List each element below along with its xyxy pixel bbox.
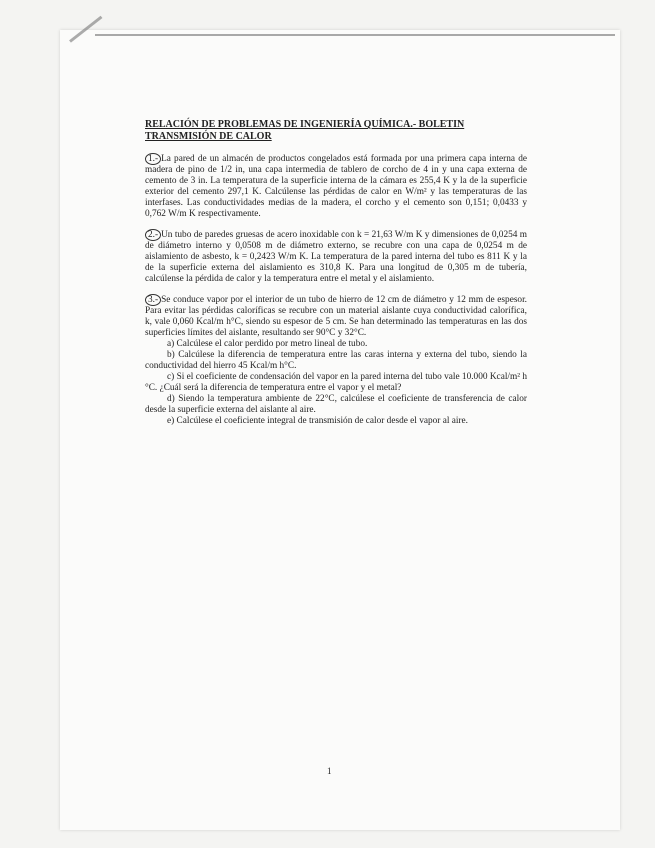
problem-3: [145, 294, 527, 427]
problem-text: La pared de un almacén de productos congelados está formada por una primera capa interna de madera de pino de 1/2 in, una capa intermedia de tablero de corcho de 4 in y una capa externa de cemento de 3 in. La temperatura de la superficie interna de la cámara es 255,4 K y la de la superficie exterior del cemento 297,1 K. Calcúlense las pérdidas de calor en W/m² y las temperaturas de las interfases. Las conductividades medias de la madera, el corcho y el cemento son 0,151; 0,0433 y 0,762 W/m K respectivamente.: [145, 154, 527, 219]
problem-number: 2.-: [145, 229, 161, 241]
page-number: 1: [327, 766, 332, 776]
problem-part: b) Calcúlese la diferencia de temperatura entre las caras interna y externa del tubo, siendo la conductividad del hierro 45 Kcal/m h°C.: [145, 350, 527, 371]
problem-number: 3.-: [145, 294, 161, 306]
document-body: [145, 119, 527, 427]
problem-part: d) Siendo la temperatura ambiente de 22°C, calcúlese el coeficiente de transferencia de calor desde la superficie externa del aislante al aire.: [145, 394, 527, 415]
problem-part: c) Si el coeficiente de condensación del vapor en la pared interna del tubo vale 10.000 Kcal/m² h °C. ¿Cuál será la diferencia de temperatura entre el vapor y el metal?: [145, 372, 527, 393]
problem-text: Se conduce vapor por el interior de un tubo de hierro de 12 cm de diámetro y 12 mm de espesor. Para evitar las pérdidas caloríficas se recubre con un material aislante cuya conductividad calorífica, k, vale 0,060 Kcal/m h°C, siendo su espesor de 5 cm. Se han determinado las temperaturas en las dos superficies límites del aislante, resultando ser 90°C y 32°C.: [145, 295, 527, 338]
problem-3-statement: [145, 294, 527, 339]
problem-part: e) Calcúlese el coeficiente integral de transmisión de calor desde el vapor al aire.: [167, 416, 468, 426]
problem-text: Un tubo de paredes gruesas de acero inoxidable con k = 21,63 W/m K y dimensiones de 0,0254 m de diámetro interno y 0,0508 m de diámetro externo, se recubre con una capa de 0,0254 m de aislamiento de asbesto, k = 0,2423 W/m K. La temperatura de la pared interna del tubo es 811 K y la de la superficie externa del aislamiento es 310,8 K. Para una longitud de 0,305 m de tubería, calcúlense la pérdida de calor y la temperatura entre el metal y el aislamiento.: [145, 230, 527, 284]
problem-number: 1.-: [145, 153, 161, 165]
problem-1: [145, 153, 527, 220]
problem-part: a) Calcúlese el calor perdido por metro lineal de tubo.: [167, 339, 368, 349]
document-title: RELACIÓN DE PROBLEMAS DE INGENIERÍA QUÍMICA.- BOLETIN TRANSMISIÓN DE CALOR: [145, 119, 465, 142]
scan-edge: [95, 34, 615, 36]
problem-2: [145, 229, 527, 285]
